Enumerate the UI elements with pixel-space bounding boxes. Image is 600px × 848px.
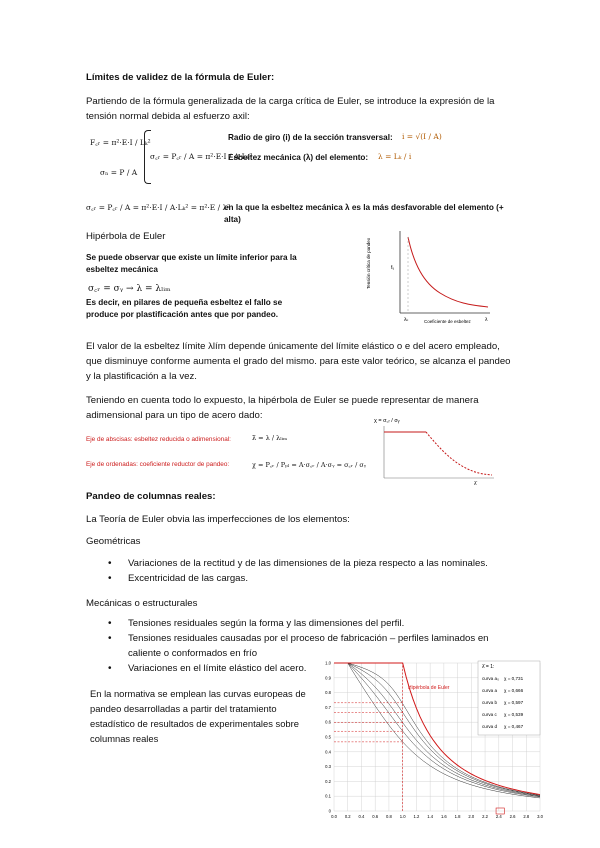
- legend-curve-value: χ = 0,666: [504, 688, 524, 693]
- esbeltez-label: Esbeltez mecánica (λ) del elemento:: [228, 153, 369, 162]
- hiperbola-heading: Hipérbola de Euler: [86, 231, 166, 242]
- geo-item: • Variaciones de la rectitud y de las dimensiones de la pieza respecto a las nominales.: [100, 556, 510, 571]
- x-tick-label: 0.6: [372, 814, 379, 819]
- x-tick-label: 0.4: [358, 814, 365, 819]
- y-tick-label: 0.6: [325, 719, 331, 725]
- x-tick-label: 2.2: [482, 814, 488, 819]
- euler-curve: [408, 237, 488, 307]
- y-tick-label: 0: [328, 808, 331, 814]
- y-tick-label: 0.9: [325, 675, 331, 681]
- y-axis-definition: Eje de ordenadas: coeficiente reductor de pandeo:: [86, 461, 230, 468]
- y-tick-label: 0.4: [325, 749, 331, 755]
- geo-list: [100, 556, 510, 586]
- formula-sigma-n: σₙ = P / A: [100, 168, 138, 177]
- mec-item: • Tensiones residuales según la forma y las dimensiones del perfil.: [100, 616, 510, 631]
- legend-curve-value: χ = 0,597: [504, 700, 524, 705]
- y-tick-label: 0.7: [325, 704, 331, 710]
- legend-curve-value: χ = 0,467: [504, 724, 524, 729]
- x-tick-label: 3.0: [537, 814, 543, 819]
- legend-curve-name: curva c: [482, 712, 497, 717]
- adim-curve: [426, 432, 492, 475]
- x-tick-label: 1.8: [454, 814, 461, 819]
- x-tick-label: 2.8: [523, 814, 530, 819]
- x-tick-label: 1.2: [413, 814, 420, 819]
- page-title: Límites de validez de la fórmula de Euler:: [86, 72, 275, 83]
- legend-curve-name: curva b: [482, 700, 498, 705]
- x-tick-label: 0.2: [344, 814, 351, 819]
- formula-sigma-cr-full: σ꜀ᵣ = P꜀ᵣ / A = π²·E·I / A·Lₖ² = π²·E / λ²: [86, 203, 231, 212]
- real-heading: Pandeo de columnas reales:: [86, 491, 216, 502]
- esbeltez-formula: λ = Lₖ / i: [378, 152, 412, 161]
- hiperbola-label: Hipérbola de Euler: [408, 685, 450, 691]
- x-tick-label: 2.4: [495, 814, 502, 819]
- chi-formula: χ = P꜀ᵣ / Pₚₗ = A·σ꜀ᵣ / A·σᵧ = σ꜀ᵣ / σᵧ: [252, 461, 367, 469]
- y-tick-label: 0.1: [325, 793, 331, 799]
- hiperbola-text1: Se puede observar que existe un límite inferior para la esbeltez mecánica: [86, 253, 297, 274]
- x-tick-label: 0.8: [386, 814, 392, 819]
- y-ticks: [325, 661, 331, 814]
- graph-fy: fᵧ: [391, 265, 394, 271]
- geo-item: • Excentricidad de las cargas.: [100, 571, 510, 586]
- radio-giro-formula: i = √(I / A): [402, 132, 442, 141]
- x-tick-label: 2.6: [509, 814, 516, 819]
- real-intro: La Teoría de Euler obvia las imperfecciones de los elementos:: [86, 514, 350, 525]
- formula-sigma-cr: σ꜀ᵣ = P꜀ᵣ / A = π²·E·I / A·Lₖ²: [150, 152, 253, 161]
- y-tick-label: 0.5: [325, 734, 331, 740]
- legend-curve-name: curva d: [482, 724, 498, 729]
- adimensional-graph: [370, 412, 500, 488]
- graph-xlabel: Coeficiente de esbeltez: [424, 319, 471, 324]
- paragraph-adimensional: Teniendo en cuenta todo lo expuesto, la hipérbola de Euler se puede representar de manera adimensional para un tipo de acero dado:: [86, 395, 479, 421]
- radio-giro-label: Radio de giro (i) de la sección transversal:: [228, 133, 393, 142]
- hiperbola-condition: σ꜀ᵣ = σᵧ → λ = λₗᵢₘ: [88, 284, 171, 294]
- y-tick-label: 0.8: [325, 690, 331, 696]
- adim-graph-label: χ = σ꜀ᵣ / σᵧ: [374, 418, 400, 424]
- x-tick-label: 1.0: [399, 814, 406, 819]
- legend-curve-name: curva a: [482, 688, 498, 693]
- mec-heading: Mecánicas o estructurales: [86, 598, 198, 609]
- adim-graph-x: λ̄: [474, 481, 477, 487]
- hiperbola-text2: Es decir, en pilares de pequeña esbeltez el fallo se produce por plastificación antes que por pandeo.: [86, 298, 283, 319]
- buckling-curves-chart: [314, 655, 544, 825]
- legend-curve-value: χ = 0,731: [504, 676, 524, 681]
- x-tick-label: 2.0: [468, 814, 475, 819]
- lambda-bar-formula: λ̄ = λ / λₗᵢₘ: [252, 434, 288, 442]
- x-ticks: [331, 814, 543, 819]
- y-tick-label: 1.0: [325, 660, 331, 666]
- paragraph-esbeltez-limite: El valor de la esbeltez límite λlím depende únicamente del límite elástico o e del acero empleado, que disminuye conforme aumenta el grado del mismo. para este valor teórico, se alcanza el pandeo y la plastificación a la vez.: [86, 341, 511, 382]
- x-tick-label: 0.0: [331, 814, 337, 819]
- graph-l: λ: [485, 317, 488, 323]
- geo-heading: Geométricas: [86, 536, 141, 547]
- euler-hyperbola-graph: [362, 225, 502, 330]
- formula-fcr: F꜀ᵣ = π²·E·I / Lₖ²: [90, 138, 151, 147]
- intro-paragraph: Partiendo de la fórmula generalizada de la carga crítica de Euler, se introduce la expresión de la tensión normal debida al esfuerzo axil:: [86, 96, 495, 122]
- x-tick-label: 1.4: [427, 814, 434, 819]
- y-tick-label: 0.3: [325, 764, 331, 770]
- x-axis-definition: Eje de abscisas: esbeltez reducida o adimensional:: [86, 436, 231, 443]
- x-tick-label: 1.6: [440, 814, 447, 819]
- graph-lk: λₖ: [404, 317, 409, 323]
- y-tick-label: 0.2: [325, 778, 331, 784]
- graph-ylabel: Tensión crítica de pandeo: [366, 237, 371, 289]
- legend-curve-value: χ = 0,539: [504, 712, 524, 717]
- sigma-cr-note: en la que la esbeltez mecánica λ es la más desfavorable del elemento (+ alta): [224, 203, 504, 224]
- legend-curve-name: curva a₀: [482, 676, 499, 681]
- mec-item: • Variaciones en el límite elástico del acero.: [100, 661, 328, 676]
- legend-header: λ̄ = 1:: [482, 664, 495, 670]
- mec-item: • Tensiones residuales causadas por el proceso de fabricación – perfiles laminados en caliente o conformados en frío: [100, 631, 498, 661]
- normativa-paragraph: En la normativa se emplean las curvas europeas de pandeo desarrolladas a partir del tratamiento estadístico de resultados de experimentales sobre columnas reales: [90, 688, 306, 744]
